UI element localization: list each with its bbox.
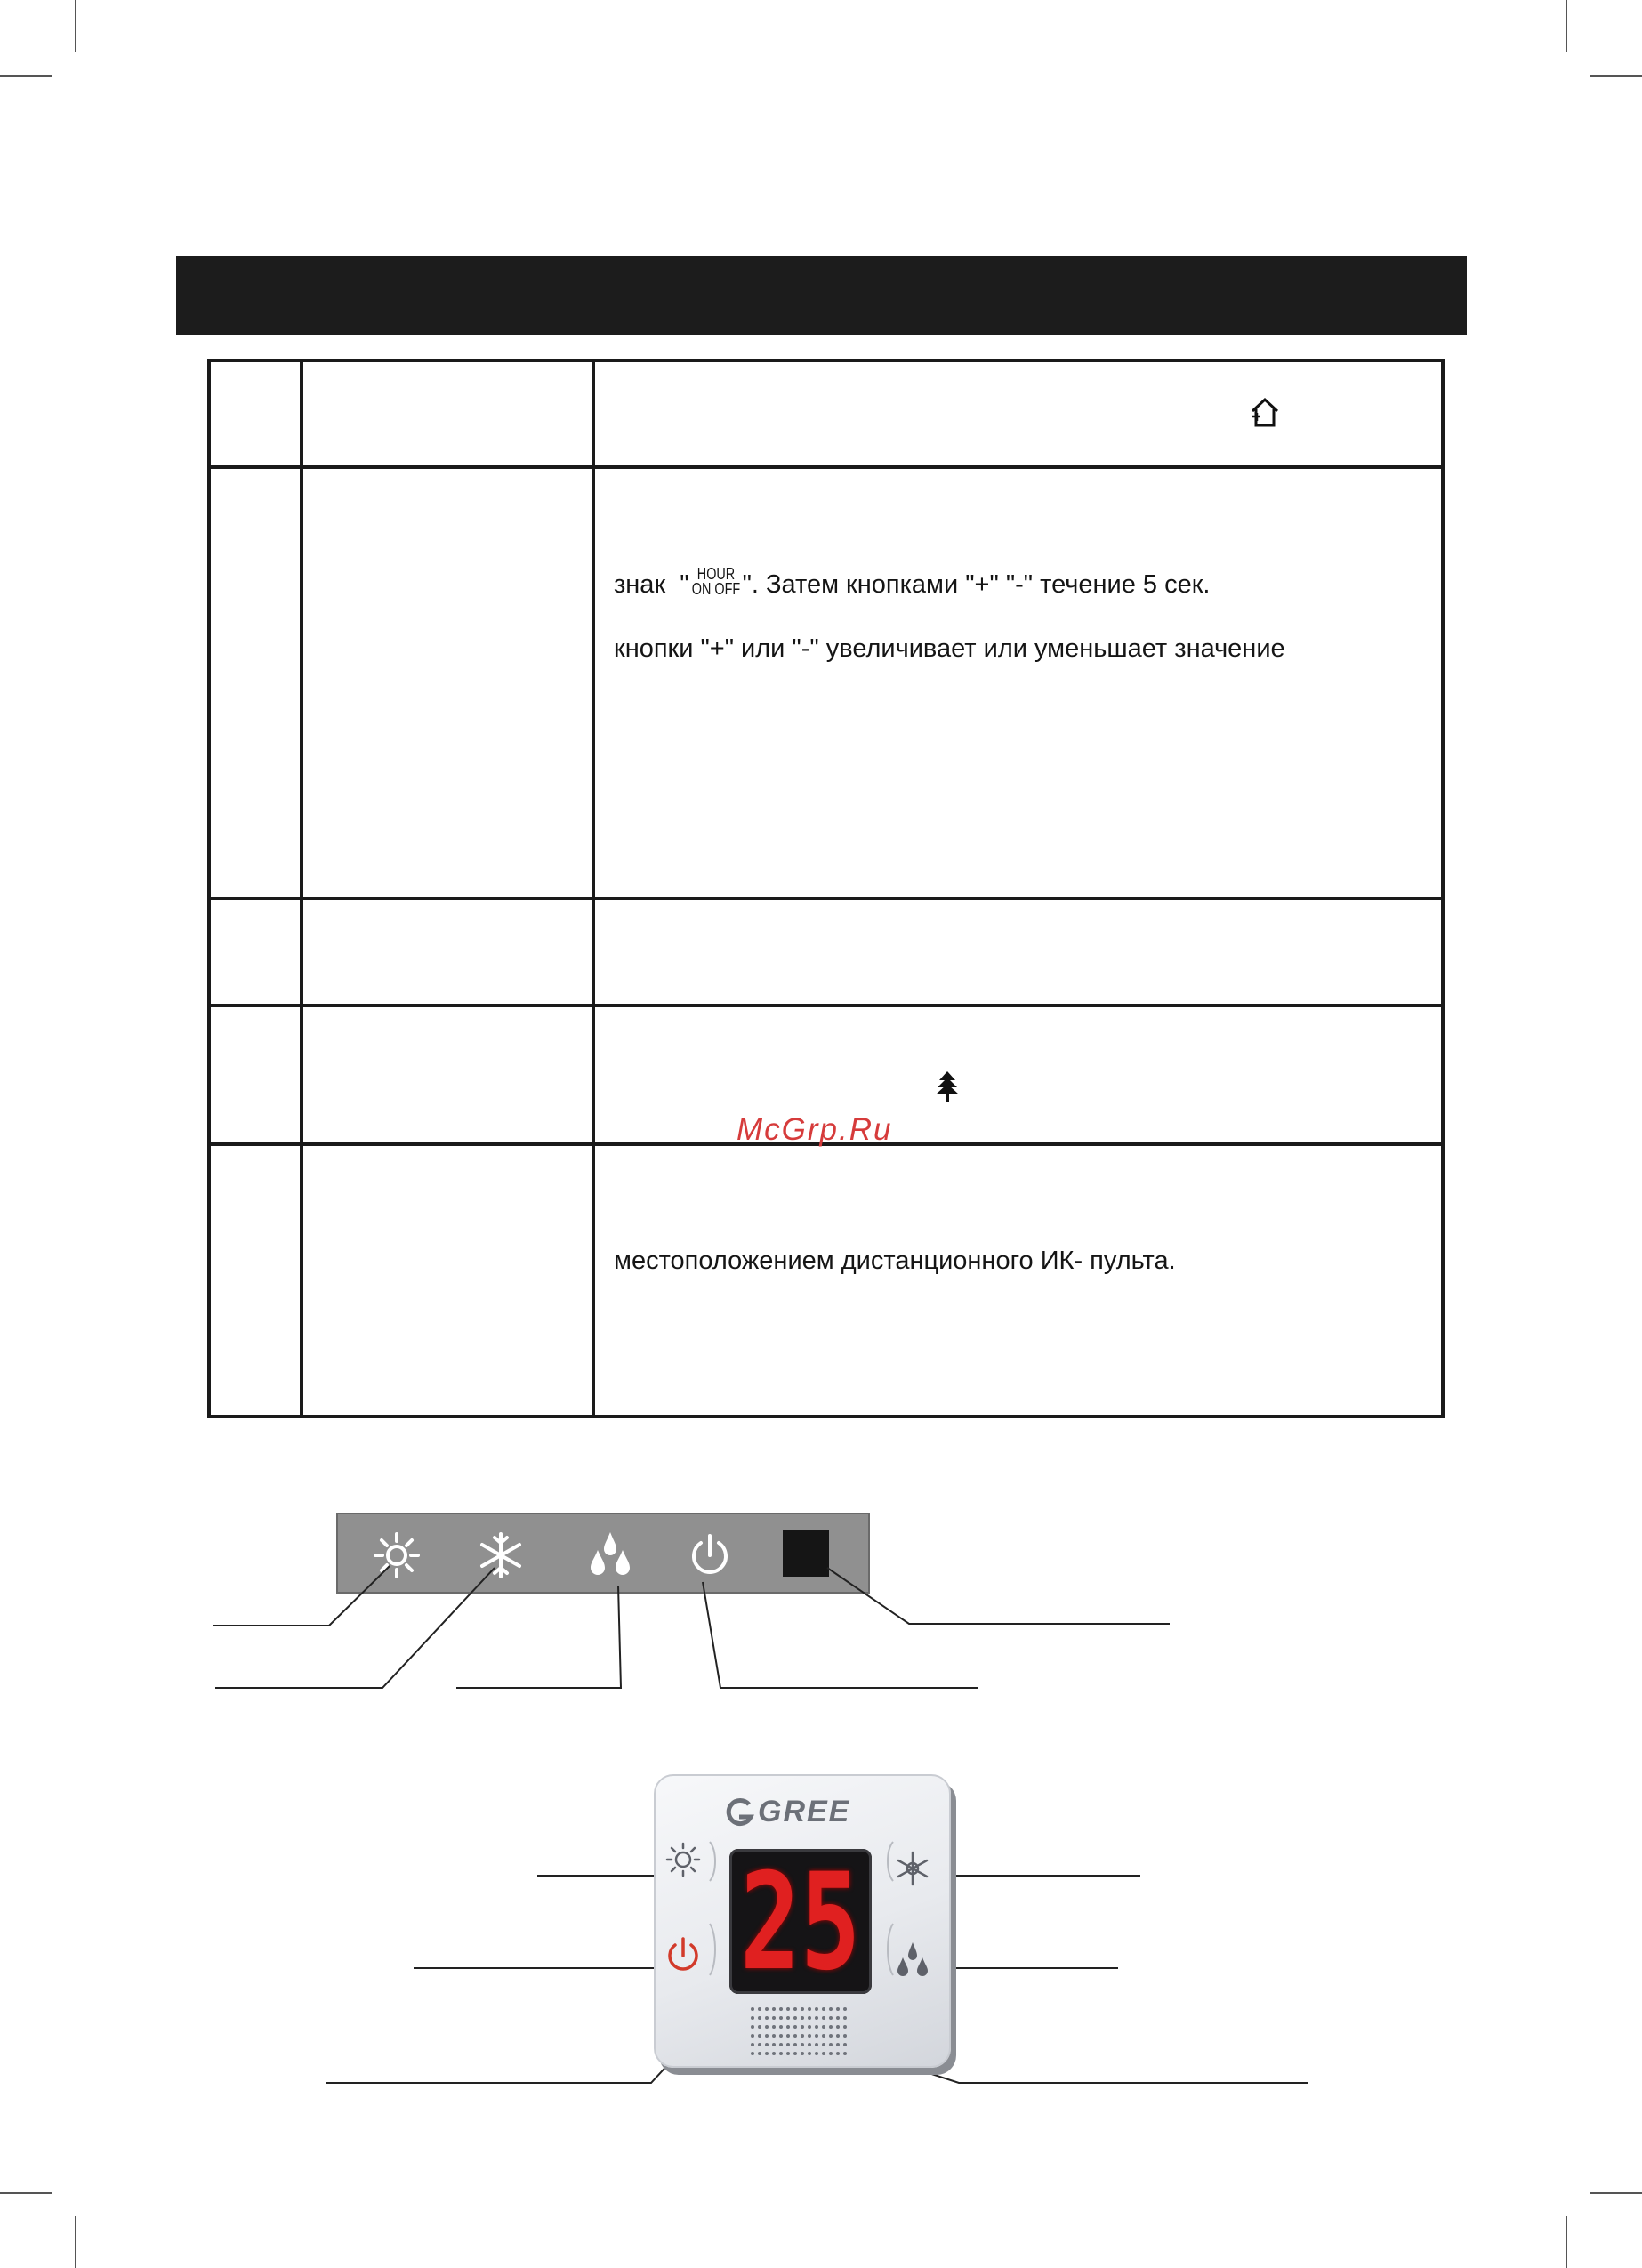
cool-mode-icon[interactable] <box>893 1849 932 1888</box>
brand-logo: GREE <box>758 1795 851 1828</box>
dry-mode-icon[interactable] <box>893 1940 932 1979</box>
receiver-grille <box>747 2004 854 2057</box>
table-row-text: знак " HOUR ON OFF". Затем кнопками "+" "-" течение 5 сек. <box>614 565 1211 599</box>
hour-onoff-symbol: HOUR ON OFF <box>691 565 740 599</box>
display-digits: 25 <box>740 1845 861 2000</box>
power-button-icon[interactable] <box>662 1934 704 1977</box>
watermark: McGrp.Ru <box>736 1112 893 1147</box>
gree-logo-mark <box>722 1796 756 1829</box>
table-row-text: местоположением дистанционного ИК- пульта. <box>614 1247 1176 1275</box>
heat-mode-icon[interactable] <box>664 1840 703 1879</box>
table-row-text: кнопки "+" или "-" увеличивает или уменьшает значение <box>614 634 1285 663</box>
